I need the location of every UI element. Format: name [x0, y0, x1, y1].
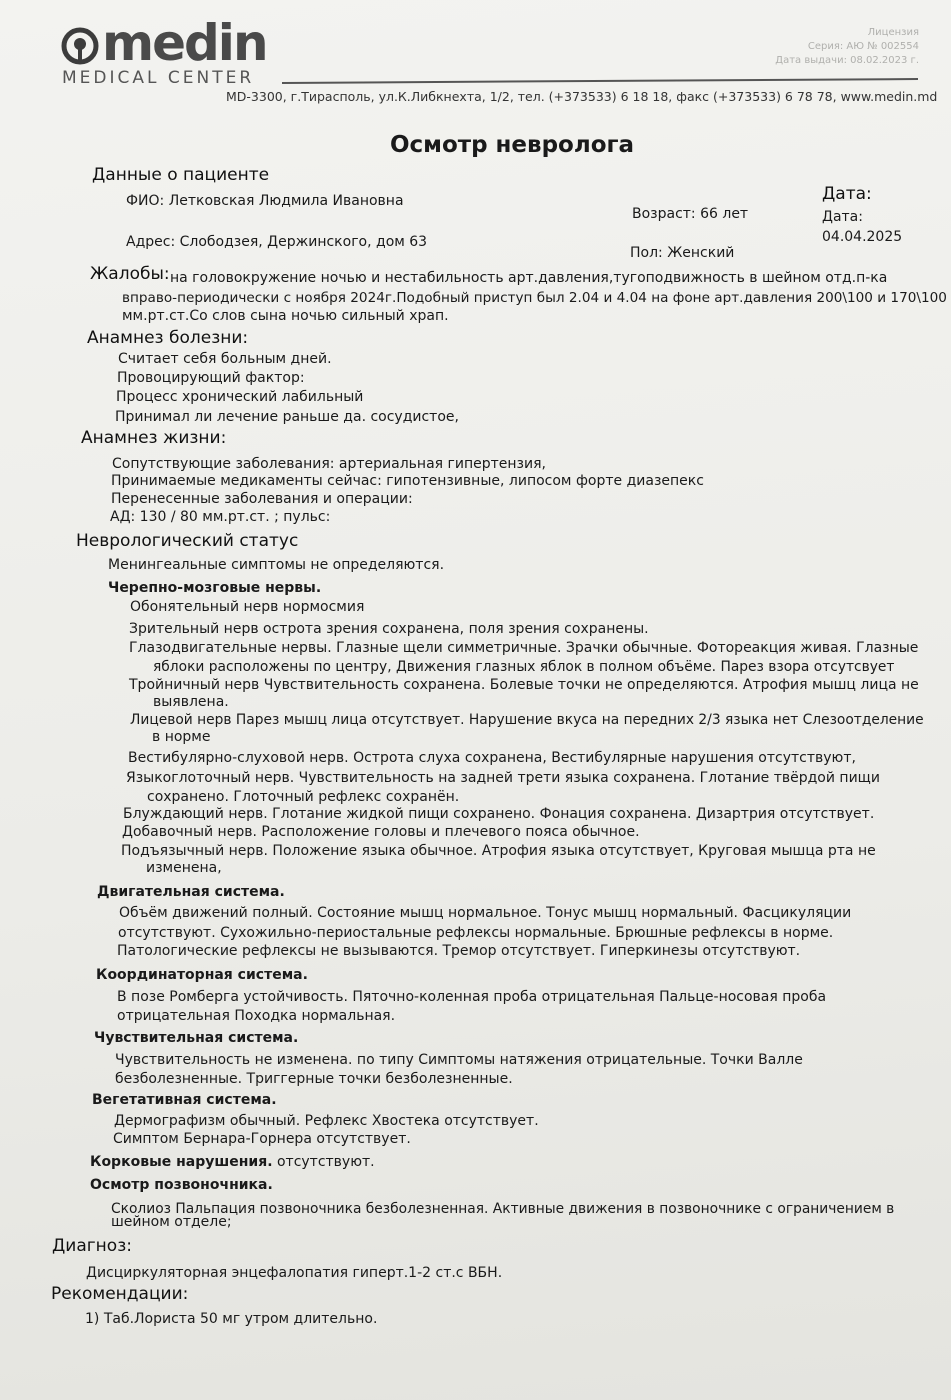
- clinic-logo: [58, 8, 278, 72]
- patient-address: Адрес: Слободзея, Держинского, дом 63: [126, 234, 428, 250]
- motor-system-label: Двигательная система.: [97, 884, 285, 900]
- recommendations-label: Рекомендации:: [51, 1284, 189, 1304]
- license-line: Лицензия: [867, 27, 919, 38]
- complaints-label: Жалобы:: [90, 264, 170, 284]
- patient-fio: ФИО: Летковская Людмила Ивановна: [126, 193, 404, 209]
- date-label: Дата:: [822, 209, 863, 225]
- complaints-line: вправо-периодически с ноября 2024г.Подобный приступ был 2.04 и 4.04 на фоне арт.давления 200\100 и 170\100: [122, 290, 947, 306]
- patient-age: Возраст: 66 лет: [632, 206, 749, 222]
- clinic-address: MD-3300, г.Тирасполь, ул.К.Либкнехта, 1/2, тел. (+373533) 6 18 18, факс (+373533) 6 78 78, www.medin.md: [226, 89, 938, 104]
- cranial-nerves-label: Черепно-мозговые нервы.: [108, 580, 322, 596]
- coordination-line: В позе Ромберга устойчивость. Пяточно-коленная проба отрицательная Пальце-носовая проба: [117, 989, 827, 1005]
- neuro-status-label: Неврологический статус: [76, 531, 299, 551]
- logo-wordmark: medin: [102, 14, 267, 68]
- cranial-line: Глазодвигательные нервы. Глазные щели симметричные. Зрачки обычные. Фотореакция живая. Глазные: [129, 640, 919, 656]
- anamnesis-morbi-line: Процесс хронический лабильный: [116, 389, 364, 405]
- logo-mark-icon: [58, 8, 278, 68]
- cranial-line: изменена,: [146, 860, 222, 876]
- date-value: 04.04.2025: [822, 229, 903, 245]
- sensory-line: безболезненные. Триггерные точки безболезненные.: [115, 1071, 513, 1087]
- coordination-line: отрицательная Походка нормальная.: [117, 1008, 396, 1024]
- cranial-line: Обонятельный нерв нормосмия: [130, 599, 365, 615]
- page-title: Осмотр невролога: [389, 132, 635, 158]
- diagnosis-label: Диагноз:: [52, 1236, 132, 1256]
- motor-line: отсутствуют. Сухожильно-периостальные рефлексы нормальные. Брюшные рефлексы в норме.: [118, 925, 834, 941]
- complaints-line: мм.рт.ст.Со слов сына ночью сильный храп.: [122, 308, 449, 324]
- patient-section-label: Данные о пациенте: [92, 165, 270, 185]
- patient-sex: Пол: Женский: [630, 245, 735, 261]
- spine-exam-label: Осмотр позвоночника.: [90, 1177, 273, 1193]
- cranial-line: Зрительный нерв острота зрения сохранена, поля зрения сохранены.: [129, 621, 649, 637]
- cranial-line: яблоки расположены по центру, Движения глазных яблок в полном объёме. Парез взора отсутсвует: [153, 659, 895, 675]
- cranial-line: Языкоглоточный нерв. Чувствительность на задней трети языка сохранена. Глотание твёрдой пищи: [126, 770, 880, 786]
- anamnesis-vitae-line: Принимаемые медикаменты сейчас: гипотензивные, липосом форте диазепекс: [111, 473, 704, 489]
- meningeal-symptoms: Менингеальные симптомы не определяются.: [108, 557, 445, 573]
- cortical-disorders: [90, 1154, 375, 1170]
- logo-subtitle: MEDICAL CENTER: [62, 68, 255, 88]
- anamnesis-morbi-line: Считает себя больным дней.: [118, 351, 332, 367]
- vegetative-system-label: Вегетативная система.: [92, 1092, 277, 1108]
- anamnesis-vitae-line: АД: 130 / 80 мм.рт.ст. ; пульс:: [110, 509, 331, 525]
- anamnesis-morbi-label: Анамнез болезни:: [87, 328, 249, 348]
- motor-line: Патологические рефлексы не вызываются. Тремор отсутствует. Гиперкинезы отсутствуют.: [117, 943, 801, 959]
- cranial-line: Вестибулярно-слуховой нерв. Острота слуха сохранена, Вестибулярные нарушения отсутствуют,: [128, 750, 856, 766]
- anamnesis-morbi-line: Провоцирующий фактор:: [117, 370, 305, 386]
- anamnesis-vitae-label: Анамнез жизни:: [81, 428, 227, 448]
- cranial-line: Подъязычный нерв. Положение языка обычное. Атрофия языка отсутствует, Круговая мышца рта не: [121, 843, 876, 859]
- spine-line: шейном отделе;: [111, 1214, 232, 1230]
- license-line: Дата выдачи: 08.02.2023 г.: [775, 55, 919, 66]
- anamnesis-vitae-line: Перенесенные заболевания и операции:: [111, 491, 413, 507]
- vegetative-line: Симптом Бернара-Горнера отсутствует.: [113, 1131, 411, 1147]
- license-line: Серия: АЮ № 002554: [807, 41, 919, 52]
- cortical-disorders-value: отсутствуют.: [276, 1154, 375, 1170]
- coordination-system-label: Координаторная система.: [96, 967, 308, 983]
- spine-line: Сколиоз Пальпация позвоночника безболезненная. Активные движения в позвоночнике с ограничением в: [111, 1201, 895, 1217]
- header-divider: [282, 78, 918, 84]
- cranial-line: сохранено. Глоточный рефлекс сохранён.: [147, 789, 460, 805]
- cranial-line: в норме: [152, 729, 211, 745]
- cranial-line: Лицевой нерв Парез мышц лица отсутствует. Нарушение вкуса на передних 2/3 языка нет Слезоотделение: [130, 712, 924, 728]
- license-stamp: [775, 26, 919, 68]
- cranial-line: Добавочный нерв. Расположение головы и плечевого пояса обычное.: [122, 824, 640, 840]
- cranial-line: Тройничный нерв Чувствительность сохранена. Болевые точки не определяются. Атрофия мышц лица не: [129, 677, 919, 693]
- complaints-line: на головокружение ночью и нестабильность арт.давления,тугоподвижность в шейном отд.п-ка: [170, 270, 888, 286]
- diagnosis-value: Дисциркуляторная энцефалопатия гиперт.1-2 ст.с ВБН.: [86, 1265, 503, 1281]
- sensory-line: Чувствительность не изменена. по типу Симптомы натяжения отрицательные. Точки Валле: [115, 1052, 803, 1068]
- anamnesis-morbi-line: Принимал ли лечение раньше да. сосудистое,: [115, 409, 459, 425]
- motor-line: Объём движений полный. Состояние мышц нормальное. Тонус мышц нормальный. Фасцикуляции: [119, 905, 852, 921]
- cranial-line: Блуждающий нерв. Глотание жидкой пищи сохранено. Фонация сохранена. Дизартрия отсутствует.: [123, 806, 875, 822]
- anamnesis-vitae-line: Сопутствующие заболевания: артериальная гипертензия,: [112, 456, 546, 472]
- date-heading: Дата:: [822, 184, 872, 204]
- cortical-disorders-label: Корковые нарушения.: [90, 1154, 273, 1170]
- sensory-system-label: Чувствительная система.: [94, 1030, 299, 1046]
- vegetative-line: Дермографизм обычный. Рефлекс Хвостека отсутствует.: [114, 1113, 539, 1129]
- cranial-line: выявлена.: [153, 694, 229, 710]
- recommendation-item: 1) Таб.Лориста 50 мг утром длительно.: [85, 1311, 378, 1327]
